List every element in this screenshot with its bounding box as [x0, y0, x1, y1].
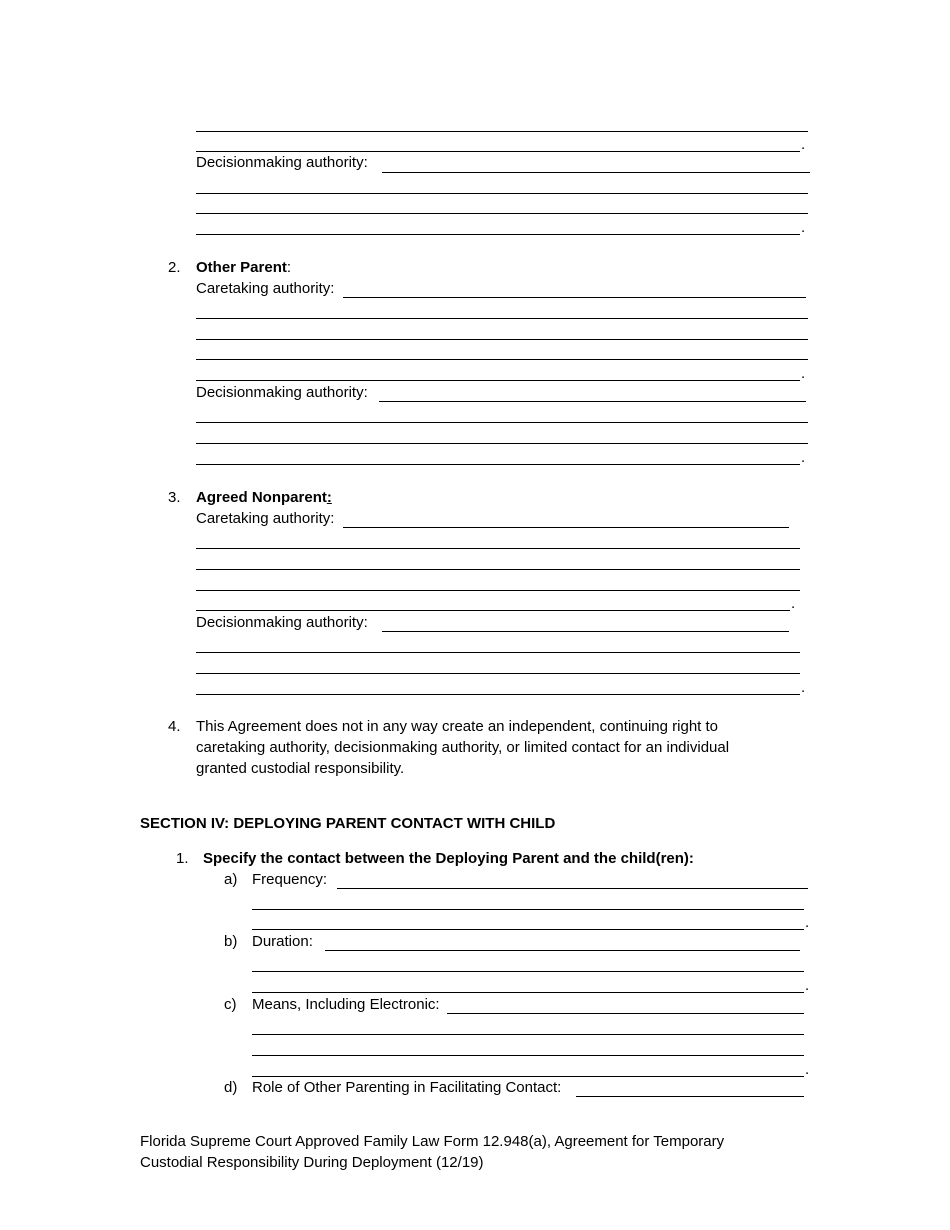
item4-text: This Agreement does not in any way create an independent, continuing right to caretaking authority, decisionmaking authority, or limited contact for an individual granted custodial responsibility.	[196, 718, 730, 777]
frequency-field[interactable]	[337, 888, 808, 889]
period: .	[801, 219, 806, 236]
period: .	[801, 449, 806, 466]
decisionmaking-field[interactable]	[379, 401, 806, 402]
sub-item-letter: a)	[224, 871, 238, 888]
blank-line[interactable]	[252, 1055, 804, 1056]
item-title	[196, 259, 291, 277]
decisionmaking-field[interactable]	[382, 172, 810, 173]
duration-label: Duration:	[252, 933, 313, 950]
other-parent-title: Other Parent	[196, 259, 287, 276]
caretaking-field[interactable]	[343, 527, 789, 528]
title-colon: :	[326, 489, 332, 506]
role-field[interactable]	[576, 1096, 804, 1097]
means-field[interactable]	[447, 1013, 804, 1014]
title-colon: :	[286, 259, 292, 276]
duration-field[interactable]	[325, 950, 800, 951]
item-number: 1.	[176, 850, 189, 867]
role-label: Role of Other Parenting in Facilitating Contact:	[252, 1079, 562, 1096]
blank-line[interactable]	[196, 131, 808, 132]
agreed-nonparent-title: Agreed Nonparent	[196, 489, 327, 506]
decisionmaking-label: Decisionmaking authority:	[196, 384, 368, 401]
blank-line[interactable]	[196, 234, 800, 235]
blank-line[interactable]	[252, 992, 804, 993]
item-number: 4.	[168, 718, 181, 735]
item-number: 3.	[168, 489, 181, 506]
caretaking-label: Caretaking authority:	[196, 280, 335, 297]
blank-line[interactable]	[196, 380, 800, 381]
period: .	[805, 1061, 810, 1078]
blank-line[interactable]	[252, 929, 804, 930]
blank-line[interactable]	[196, 422, 808, 423]
sub-item-letter: b)	[224, 933, 238, 950]
blank-line[interactable]	[196, 339, 808, 340]
decisionmaking-label: Decisionmaking authority:	[196, 614, 368, 631]
period: .	[801, 136, 806, 153]
blank-line[interactable]	[252, 909, 804, 910]
blank-line[interactable]	[252, 1034, 804, 1035]
section-item-title: Specify the contact between the Deploying Parent and the child(ren):	[203, 850, 694, 867]
frequency-label: Frequency:	[252, 871, 328, 888]
blank-line[interactable]	[196, 359, 808, 360]
blank-line[interactable]	[196, 569, 800, 570]
footer-line-1: Florida Supreme Court Approved Family Law Form 12.948(a), Agreement for Temporary	[140, 1133, 725, 1150]
period: .	[801, 365, 806, 382]
blank-line[interactable]	[252, 971, 804, 972]
blank-line[interactable]	[196, 464, 800, 465]
decisionmaking-label: Decisionmaking authority:	[196, 154, 368, 171]
sub-item-letter: c)	[224, 996, 237, 1013]
footer	[140, 1131, 724, 1173]
blank-line[interactable]	[196, 673, 800, 674]
blank-line[interactable]	[252, 1076, 804, 1077]
blank-line[interactable]	[196, 318, 808, 319]
blank-line[interactable]	[196, 443, 808, 444]
caretaking-field[interactable]	[343, 297, 806, 298]
blank-line[interactable]	[196, 610, 790, 611]
sub-item-letter: d)	[224, 1079, 238, 1096]
blank-line[interactable]	[196, 548, 800, 549]
section-heading: SECTION IV: DEPLOYING PARENT CONTACT WITH CHILD	[140, 815, 556, 832]
period: .	[805, 914, 810, 931]
item-title	[196, 489, 332, 507]
decisionmaking-field[interactable]	[382, 631, 789, 632]
period: .	[801, 679, 806, 696]
blank-line[interactable]	[196, 590, 800, 591]
footer-line-2: Custodial Responsibility During Deployment (12/19)	[140, 1154, 484, 1171]
blank-line[interactable]	[196, 652, 800, 653]
blank-line[interactable]	[196, 193, 808, 194]
period: .	[805, 977, 810, 994]
means-label: Means, Including Electronic:	[252, 996, 440, 1013]
caretaking-label: Caretaking authority:	[196, 510, 335, 527]
item-number: 2.	[168, 259, 181, 276]
blank-line[interactable]	[196, 213, 808, 214]
blank-line[interactable]	[196, 151, 800, 152]
period: .	[791, 595, 796, 612]
blank-line[interactable]	[196, 694, 800, 695]
